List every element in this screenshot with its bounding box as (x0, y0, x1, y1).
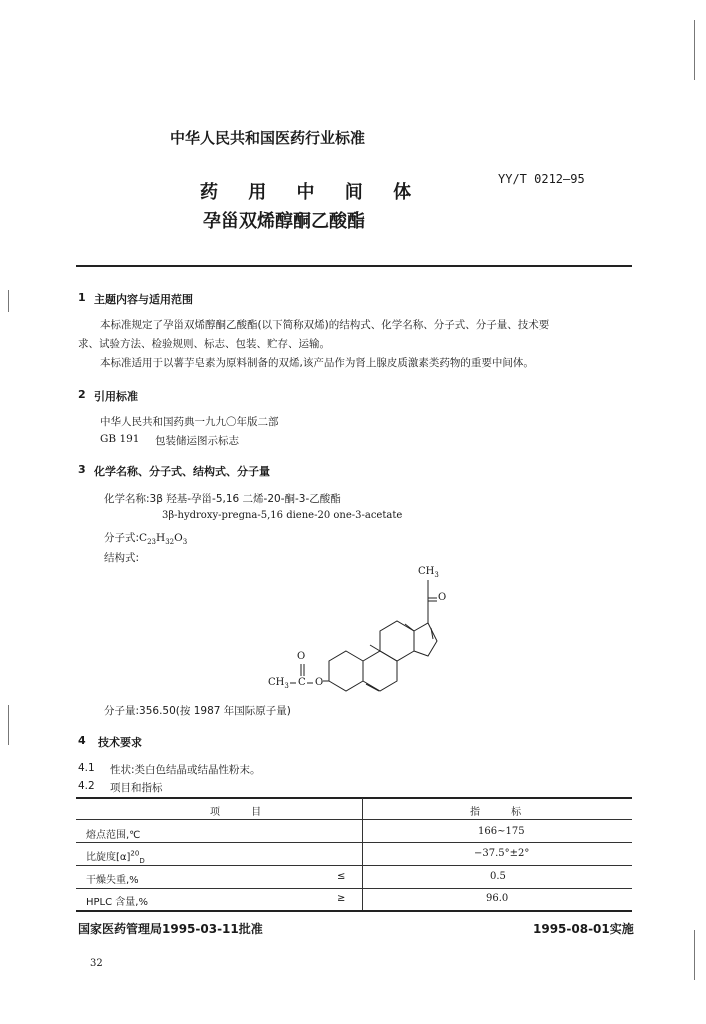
ring-a (329, 651, 363, 691)
ring-d (414, 623, 437, 656)
section-1-paragraph-1a: 本标准规定了孕甾双烯醇酮乙酸酯(以下简称双烯)的结构式、化学名称、分子式、分子量、技术要 (100, 319, 550, 331)
header-divider (76, 265, 632, 267)
section-4-number: 4 (78, 734, 86, 747)
table-row-1-spec: 166~175 (478, 826, 525, 837)
table-row-1-item: 熔点范围,℃ (86, 830, 141, 841)
section-3-title: 化学名称、分子式、结构式、分子量 (94, 465, 270, 478)
approval-line: 国家医药管理局1995-03-11批准 (78, 922, 263, 936)
table-row-3-spec: 0.5 (490, 871, 506, 882)
table-row-3-op: ≤ (337, 871, 346, 882)
scan-mark-right-1 (694, 20, 695, 80)
molecular-formula (104, 530, 187, 546)
table-row-4-op: ≥ (337, 893, 346, 904)
methyl-c10 (370, 645, 380, 651)
table-column-divider (362, 798, 363, 910)
section-1-number: 1 (78, 291, 86, 304)
subsection-4-2-text: 项目和指标 (110, 782, 163, 794)
scan-mark-left-1 (8, 290, 9, 312)
section-3-number: 3 (78, 463, 86, 476)
double-bond-c16-c17 (431, 628, 433, 639)
section-2-title: 引用标准 (94, 390, 138, 403)
table-row-rule-3 (76, 888, 632, 889)
table-top-border (76, 797, 632, 799)
table-row-4-spec: 96.0 (486, 893, 509, 904)
double-bond-c5-c6 (366, 684, 379, 691)
table-row-2-item: 比旋度$[\alpha]^{20}_D$ (86, 849, 145, 865)
struct-o-top: O (438, 592, 447, 603)
formula-o: O (174, 532, 183, 544)
formula-label: 分子式: (104, 532, 140, 544)
section-1-title: 主题内容与适用范围 (94, 293, 193, 306)
section-1-paragraph-1b: 求、试验方法、检验规则、标志、包装、贮存、运输。 (78, 338, 330, 350)
subsection-4-2-number: 4.2 (78, 780, 95, 792)
section-1-paragraph-2: 本标准适用于以薯芋皂素为原料制备的双烯,该产品作为肾上腺皮质激素类药物的重要中间体。 (100, 357, 534, 369)
struct-o-left: O (297, 651, 306, 662)
methyl-c13 (405, 624, 414, 631)
table-header-item: 项 目 (210, 807, 276, 818)
ring-b (363, 651, 397, 691)
chemical-name-en: 3β-hydroxy-pregna-5,16 diene-20 one-3-acetate (162, 510, 403, 521)
subsection-4-1-number: 4.1 (78, 762, 95, 774)
doc-title-line1: 药 用 中 间 体 (200, 182, 424, 203)
table-row-2-spec: −37.5°±2° (474, 848, 530, 859)
table-bottom-border (76, 910, 632, 912)
formula-c-sub: 23 (147, 538, 157, 547)
reference-2-code: GB 191 (100, 433, 140, 445)
struct-ch3-top: $CH_3$ (418, 566, 439, 579)
table-row-4-item: HPLC 含量,% (86, 897, 148, 908)
formula-h: H (156, 532, 166, 544)
chemical-name-cn: 化学名称:3β 羟基-孕甾-5,16 二烯-20-酮-3-乙酸酯 (104, 493, 341, 505)
reference-1: 中华人民共和国药典一九九〇年版二部 (100, 416, 279, 428)
scan-mark-left-2 (8, 705, 9, 745)
effective-date: 1995-08-01实施 (533, 922, 634, 936)
reference-2-text: 包装储运图示标志 (155, 435, 239, 447)
table-row-rule-2 (76, 865, 632, 866)
scan-mark-right-2 (694, 930, 695, 980)
standard-code: YY/T 0212—95 (498, 172, 585, 186)
section-2-number: 2 (78, 388, 86, 401)
struct-ch3-left: $CH_3$ (268, 677, 289, 690)
molecular-weight: 分子量:356.50(按 1987 年国际原子量) (104, 705, 291, 717)
table-row-3-item: 干燥失重,% (86, 875, 139, 886)
table-row-rule-1 (76, 842, 632, 843)
formula-o-sub: 3 (182, 538, 188, 547)
formula-h-sub: 32 (165, 538, 175, 547)
formula-c: C (139, 532, 148, 544)
org-standard-title: 中华人民共和国医药行业标准 (170, 129, 366, 147)
struct-o-ester: O (315, 677, 324, 688)
table-header-spec: 指 标 (470, 807, 536, 818)
table-header-rule (76, 819, 632, 820)
ring-c (380, 621, 414, 661)
section-4-title: 技术要求 (98, 736, 142, 749)
structure-label: 结构式: (104, 552, 140, 564)
subsection-4-1-text: 性状:类白色结晶或结晶性粉末。 (110, 764, 261, 776)
page-number: 32 (90, 958, 103, 969)
doc-title-line2: 孕甾双烯醇酮乙酸酯 (203, 211, 365, 232)
struct-c-left: C (298, 677, 306, 688)
